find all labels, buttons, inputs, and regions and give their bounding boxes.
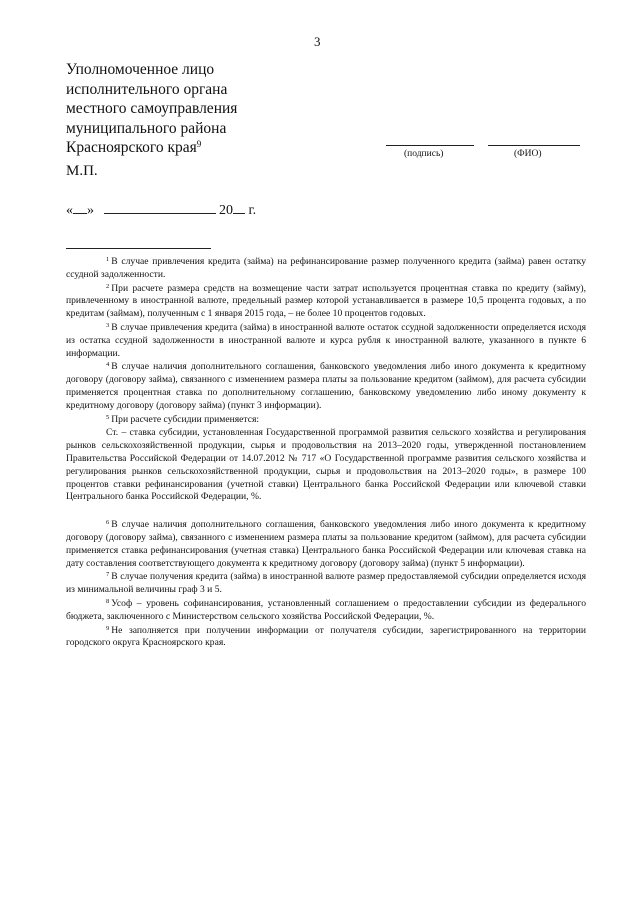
footnote-number: 3 (106, 321, 110, 329)
footnote (66, 519, 586, 570)
year-blank (233, 201, 245, 214)
footnote-text: В случае получения кредита (займа) в иностранной валюте размер предоставляемой субсидии определяется исходя из минимальной величины граф 3 и 5. (66, 571, 586, 596)
official-title-block (66, 60, 237, 158)
footnote-number: 2 (106, 282, 110, 290)
footnote-text: При расчете размера средств на возмещение части затрат используется процентная ставка по кредиту (займу), привлеченному в иностранной валюте, предельный размер которой устанавливается в размере 10,5 процента годовых, а по кредитам (займам), полученным с 1 января 2015 года, – не более 10 процентов годовых. (66, 282, 586, 320)
official-title-line: муниципального района (66, 119, 227, 137)
official-title-line-last (66, 138, 237, 158)
footnote (66, 598, 586, 624)
year-prefix: 20 (219, 203, 233, 218)
footnote-separator (66, 248, 211, 249)
footnote-number: 7 (106, 571, 110, 579)
date-close-quote: » (87, 203, 94, 218)
footnote-number: 9 (106, 624, 110, 632)
name-label: (ФИО) (514, 149, 542, 159)
footnote (66, 283, 586, 321)
footnote-subparagraph: Ст. – ставка субсидии, установленная Государственной программой развития сельского хозяйства и регулирования рынков сельскохозяйственной продукции, сырья и продовольствия на 2013–2020 годы, утвержденной постановлением Правительства Российской Федерации от 14.07.2012 № 717 «О Государственной программе развития сельского хозяйства и регулирования рынков сельскохозяйственной продукции, сырья и продовольствия на 2013–2020 годы», в размере 100 процентов ставки рефинансирования (учетной ставки) Центрального банка Российской Федерации или ключевой ставки Центрального банка Российской Федерации, %. (66, 427, 586, 503)
footnote (66, 322, 586, 360)
footnote-text: При расчете субсидии применяется: (111, 413, 260, 425)
footnote-text: Не заполняется при получении информации от получателя субсидии, зарегистрированного на территории городского округа Красноярского края. (66, 624, 586, 649)
month-blank (104, 201, 216, 214)
footnote-number: 4 (106, 361, 110, 369)
year-suffix: г. (248, 203, 257, 218)
footnote (66, 625, 586, 651)
page-number: 3 (314, 34, 321, 49)
footnotes (66, 256, 586, 651)
date-open-quote: « (66, 203, 73, 218)
date-line (66, 201, 256, 219)
footnote-text: В случае привлечения кредита (займа) на рефинансирование размер полученного кредита (займа) равен остатку ссудной задолженности. (66, 256, 586, 280)
footnote (66, 414, 586, 427)
official-title-line: Красноярского края (66, 139, 197, 156)
footnote (66, 361, 586, 412)
footnote (66, 256, 586, 282)
footnote-number: 1 (106, 256, 110, 263)
footnote-text: В случае привлечения кредита (займа) в иностранной валюте остаток ссудной задолженности определяется исходя из остатка ссудной задолженности в иностранной валюте и курса рубля к иностранной валюте, указанного в пункте 6 информации. (66, 321, 586, 359)
footnote-number: 8 (106, 597, 110, 605)
day-blank (73, 201, 87, 214)
footnote-text: В случае наличия дополнительного соглашения, банковского уведомления либо иного документа к кредитному договору (договору займа), связанного с изменением размера платы за пользование кредитом (займом), для расчета субсидии применяется ставка рефинансирования (учетная ставка) Центрального банка Российской Федерации или ключевая ставка на дату составления соответствующего документа к кредитному договору (договору займа) (пункт 5 информации). (66, 519, 586, 569)
name-line (488, 145, 580, 146)
official-title-line: исполнительного органа (66, 80, 228, 98)
footnote-number: 5 (106, 413, 110, 421)
footnote (66, 571, 586, 597)
footnote-text: Усоф – уровень софинансирования, установленный соглашением о предоставлении субсидии из федерального бюджета, заключенного с Министерством сельского хозяйства Российской Федерации, %. (66, 597, 586, 622)
official-title-line: Уполномоченное лицо (66, 61, 215, 78)
footnote-text: В случае наличия дополнительного соглашения, банковского уведомления либо иного документа к кредитному договору (договору займа), связанного с изменением размера платы за пользование кредитом (займом), для расчета субсидии применяется процентная ставка по дополнительному соглашению, банковскому уведомлению либо иному документу к кредитному договору (договору займа) (пункт 3 информации). (66, 361, 586, 411)
signature-label: (подпись) (404, 149, 444, 159)
footnote-number: 6 (106, 519, 110, 527)
signature-line (386, 145, 474, 146)
official-title-line: местного самоуправления (66, 100, 238, 117)
footnote-reference: 9 (196, 139, 202, 149)
stamp-place-label: М.П. (66, 163, 98, 179)
